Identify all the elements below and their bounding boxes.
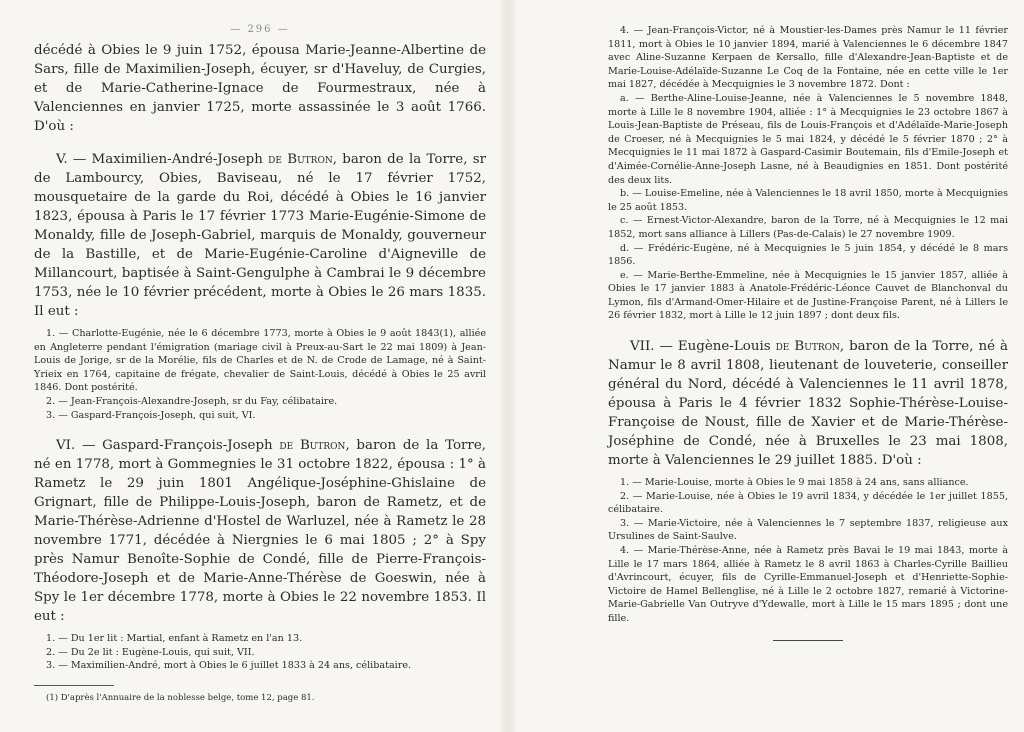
section-vii-lead: VII. — Eugène-Louis <box>630 339 771 355</box>
right-page <box>516 0 1024 732</box>
intro-paragraph: décédé à Obies le 9 juin 1752, épousa Marie-Jeanne-Albertine de Sars, fille de Maximilien-Joseph, écuyer, sr d'Haveluy, de Curgies, et de Marie-Catherine-Ignace de Fourmestraux, née à Valenciennes en janvier 1725, morte assassinée le 3 août 1766. D'où : <box>34 43 486 134</box>
book-gutter <box>500 0 516 732</box>
section-vii-text: , baron de la Torre, né à Namur le 8 avril 1808, lieutenant de louveterie, conseiller général du Nord, décédé à Valenciennes le 11 avril 1878, épousa à Paris le 4 février 1832 Sophie-Thérèse-Louise-Françoise de Noust, fille de Xavier et de Marie-Thérèse-Joséphine de Condé, née à Bruxelles le 23 mai 1808, morte à Valenciennes le 29 juillet 1885. D'où : <box>608 339 1008 469</box>
child-entry: 1. — Du 1er lit : Martial, enfant à Rametz en l'an 13. <box>46 633 303 645</box>
section-v-paragraph <box>34 150 486 321</box>
end-divider <box>773 640 843 641</box>
child-entry: 3. — Marie-Victoire, née à Valenciennes le 7 septembre 1837, religieuse aux Ursulines de Saint-Saulve. <box>608 517 1008 543</box>
section-v-text: , baron de la Torre, sr de Lambourcy, Obies, Baviseau, né le 17 février 1752, mousquetaire de la garde du Roi, décédé à Obies le 16 janvier 1823, épousa à Paris le 17 février 1773 Marie-Eugénie-Simone de Monaldy, fille de Joseph-Gabriel, marquis de Monaldy, gouverneur de la Bastille, et de Marie-Eugénie-Caroline d'Aigneville de Millancourt, baptisée à Saint-Gengulphe à Cambrai le 9 décembre 1753, née le 10 février précédent, morte à Obies le 26 mars 1835. Il eut : <box>34 152 487 319</box>
child-entry: 4. — Marie-Thérèse-Anne, née à Rametz près Bavai le 19 mai 1843, morte à Lille le 17 mars 1864, alliée à Rametz le 8 avril 1863 à Charles-Cyrille Baillieu d'Avrincourt, écuyer, fils de Cyrille-Emmanuel-Joseph et d'Henriette-Sophie-Victoire de Hamel Bellenglise, né à Lille le 2 octobre 1827, remarié à Victorine-Marie-Gabrielle Van Outryve d'Ydewalle, mort à Lille le 15 mars 1895 ; dont une fille. <box>608 545 1008 624</box>
footnote: (1) D'après l'Annuaire de la noblesse belge, tome 12, page 81. <box>46 692 315 703</box>
section-v-surname: Butron <box>287 152 333 167</box>
grandchild-entry: b. — Louise-Emeline, née à Valenciennes le 18 avril 1850, morte à Mecquignies le 25 août 1853. <box>608 188 1008 213</box>
section-v-lead: V. — Maximilien-André-Joseph <box>56 152 263 167</box>
section-vii-particle: de <box>775 339 790 355</box>
section-vii-paragraph <box>608 337 1008 470</box>
child-entry: 2. — Du 2e lit : Eugène-Louis, qui suit, VII. <box>46 646 255 658</box>
child-entry: 1. — Marie-Louise, morte à Obies le 9 mai 1858 à 24 ans, sans alliance. <box>620 477 969 489</box>
child-entry: 1. — Charlotte-Eugénie, née le 6 décembre 1773, morte à Obies le 9 août 1843(1), alliée en Angleterre pendant l'émigration (mariage civil à Preux-au-Sart le 22 mai 1809) à Jean-Louis de Jorige, sr de la Morélie, fils de Charles et de N. de Crode de Lamage, né à Saint-Yrieix en 1764, capitaine de frégate, chevalier de Saint-Louis, décédé à Obies le 25 avril 1846. Dont postérité. <box>34 328 486 394</box>
section-vi-paragraph <box>34 436 486 626</box>
footnote-divider <box>34 685 114 686</box>
left-page <box>0 0 500 732</box>
section-vii-surname: Butron <box>794 339 840 355</box>
child-entry: 4. — Jean-François-Victor, né à Moustier-les-Dames près Namur le 11 février 1811, mort à Obies le 10 janvier 1894, marié à Valenciennes le 6 décembre 1847 avec Aline-Suzanne Kerpaen de Kersallo, fille d'Alexandre-Jean-Baptiste et de Marie-Louise-Adélaïde-Suzanne Le Coq de la Fontaine, née en cette ville le 1er mai 1827, décédée à Mecquignies le 3 novembre 1872. Dont : <box>608 25 1008 91</box>
section-vi-surname: Butron <box>299 438 346 454</box>
grandchild-entry: a. — Berthe-Aline-Louise-Jeanne, née à Valenciennes le 5 novembre 1848, morte à Lille le 8 novembre 1904, alliée : 1° à Mecquignies le 23 octobre 1867 à Louis-Jean-Baptiste de Préseau, fils de Louis-François et d'Adélaïde-Marie-Joseph de Croeser, né à Mecquignies le 5 mai 1824, y décédé le 5 février 1870 ; 2° à Mecquignies le 11 mai 1872 à Gaspard-Casimir Boutemain, fils d'Emile-Joseph et d'Aimée-Cornélie-Anne-Joseph Lasne, né à Beaudignies en 1851. Dont postérité des deux lits. <box>608 92 1008 186</box>
child-entry: 2. — Marie-Louise, née à Obies le 19 avril 1834, y décédée le 1er juillet 1855, célibataire. <box>608 490 1008 516</box>
section-v-particle: de <box>268 152 282 167</box>
section-vi-text: , baron de la Torre, né en 1778, mort à Gommegnies le 31 octobre 1822, épousa : 1° à Rametz le 29 juin 1801 Angélique-Joséphine-Ghislaine de Grignart, fille de Philippe-Louis-Joseph, baron de Rametz, et de Marie-Thérèse-Adrienne d'Hostel de Warluzel, née à Rametz le 28 novembre 1771, décédée à Niergnies le 6 mai 1805 ; 2° à Spy près Namur Benoîte-Sophie de Condé, fille de Pierre-François-Théodore-Joseph et de Marie-Anne-Thérèse de Goeswin, née à Spy le 1er décembre 1778, morte à Obies le 22 novembre 1853. Il eut : <box>34 438 487 625</box>
section-vi-particle: de <box>279 438 294 454</box>
section-vi-lead: VI. — Gaspard-François-Joseph <box>56 438 273 454</box>
child-entry: 3. — Maximilien-André, mort à Obies le 6 juillet 1833 à 24 ans, célibataire. <box>46 660 412 672</box>
grandchild-entry: c. — Ernest-Victor-Alexandre, baron de la Torre, né à Mecquignies le 12 mai 1852, mort sans alliance à Lillers (Pas-de-Calais) le 27 novembre 1909. <box>608 215 1008 240</box>
child-entry: 3. — Gaspard-François-Joseph, qui suit, VI. <box>46 409 256 421</box>
grandchild-entry: e. — Marie-Berthe-Emmeline, née à Mecquignies le 15 janvier 1857, alliée à Obies le 17 janvier 1883 à Anatole-Frédéric-Léonce Cauvet de Blanchonval du Lymon, fils d'Armand-Omer-Hilaire et de Justine-Françoise Parent, né à Lillers le 26 février 1832, mort à Lille le 12 juin 1897 ; dont deux fils. <box>608 269 1008 322</box>
grandchild-entry: d. — Frédéric-Eugène, né à Mecquignies le 5 juin 1854, y décédé le 8 mars 1856. <box>608 242 1008 268</box>
child-entry: 2. — Jean-François-Alexandre-Joseph, sr du Fay, célibataire. <box>46 395 338 407</box>
page-number: — 296 — <box>230 24 290 35</box>
